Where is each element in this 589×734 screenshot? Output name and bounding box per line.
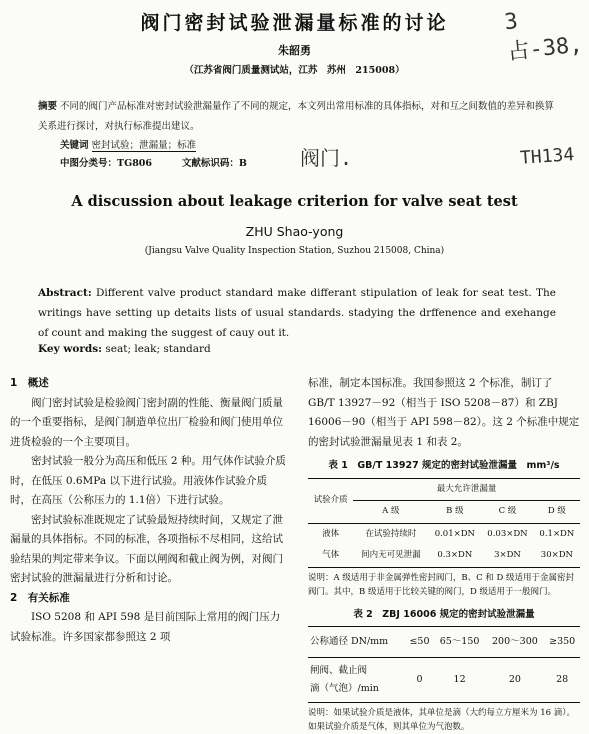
doc-code-value: B [238, 158, 247, 169]
keywords-label-cn: 关键词 [60, 140, 89, 151]
keyword-item: 密封试验； [91, 140, 140, 151]
table-cell: 在试验持续时 [353, 523, 428, 545]
table-cell: 0.03×DN [481, 523, 534, 545]
keywords-cn [60, 137, 196, 151]
table-cell: 0.01×DN [429, 523, 482, 545]
paper-title-cn: 阀门密封试验泄漏量标准的讨论 [140, 12, 449, 34]
table-row [308, 627, 580, 658]
table-cell: 液体 [308, 523, 353, 545]
affiliation-en: (Jiangsu Valve Quality Inspection Station, Suzhou 215008, China) [144, 246, 445, 256]
table1-note: 说明：A 级适用于非金属弹性密封阀门，B、C 和 D 级适用于金属密封阀门。其中，B 级适用于比较关键的阀门，D 级适用于一般阀门。 [308, 572, 575, 597]
table-row [308, 657, 580, 702]
table-row [308, 523, 580, 545]
clc-value: TG806 [117, 158, 153, 169]
paragraph: 密封试验标准既规定了试验最短持续时间，又规定了泄漏量的具体指标。不同的标准，各项指标不尽相同，这给试验结果的判定带来争议。下面以闸阀和截止阀为例，对阀门密封试验的泄漏量进行分析和讨论。 [10, 513, 283, 584]
paragraph: ISO 5208 和 API 598 是目前国际上常用的阀门压力试验标准。许多国家都参照这 2 项 [10, 611, 281, 643]
abstract-text-en: Different valve product standard make differant stipulation of leak for seat test. The writings have setting up detaits lists of usual standards. stadying the drffenence and exehange of count and making the suggest of cauy out it. [38, 287, 556, 339]
table-cell: 0.1×DN [534, 523, 580, 545]
abstract-label-cn: 摘要 [38, 101, 58, 112]
paragraph: 密封试验一般分为高压和低压 2 种。用气体作试验介质时，在低压 0.6MPa 以下进行试验。用液体作试验介质时，在高压（公称压力的 1.1倍）下进行试验。 [10, 455, 286, 506]
table2-note: 说明：如果试验介质是液体，其单位是滴（大约每立方厘米为 16 滴）。如果试验介质是气体，则其单位为气泡数。 [308, 707, 575, 732]
table-cell: 200～300 [485, 627, 544, 658]
table1-caption: 表 1 GB/T 13927 规定的密封试验泄漏量 mm³/s [328, 460, 560, 471]
keywords-label-en: Key words: [38, 343, 103, 355]
table2-caption: 表 2 ZBJ 16006 规定的密封试验泄漏量 [353, 608, 535, 620]
table-row [308, 545, 580, 567]
author-name-en: ZHU Shao-yong [245, 224, 344, 239]
table-cell: 12 [453, 673, 466, 685]
table-cell: 0 [416, 673, 423, 685]
doc-code-label: 文献标识码： [181, 158, 239, 169]
abstract-label-en: Abstract: [38, 287, 92, 299]
table1-grade: A 级 [382, 506, 400, 516]
keyword-item: 泄漏量； [139, 140, 178, 151]
author-name-cn: 朱韶勇 [278, 44, 311, 57]
table-cell: ≥350 [544, 627, 580, 658]
handwritten-note-top: 3占-38, [503, 9, 584, 66]
table-cell: ≤50 [405, 627, 433, 658]
table1-header-group: 最大允许泄漏量 [353, 478, 580, 501]
paragraph: 阀门密封试验是检验阀门密封副的性能、衡量阀门质量的一个重要指标，是阀门制造单位出厂检验和阀门使用单位进货检验的一个主要项目。 [10, 396, 283, 448]
clc-label: 中图分类号： [60, 158, 118, 169]
table-cell: 65～150 [434, 627, 486, 658]
table1 [308, 478, 580, 568]
section-heading-2: 2 有关标准 [10, 591, 70, 604]
table-cell: 3×DN [494, 550, 521, 560]
abstract-text-cn: 不同的阀门产品标准对密封试验泄漏量作了不同的规定，本文列出常用标准的具体指标，对和互之间数值的差异和换算关系进行探讨，对执行标准提出建议。 [38, 101, 555, 132]
keywords-text-en: seat; leak; standard [105, 343, 211, 355]
abstract-cn [38, 97, 558, 137]
affiliation-cn: （江苏省阀门质量测试站，江苏 苏州 215008） [184, 65, 405, 76]
paper-title-en: A discussion about leakage criterion for valve seat test [71, 193, 518, 210]
table-cell: 20 [508, 673, 521, 685]
paragraph: 标准，制定本国标准。我国参照这 2 个标准，制订了 GB/T 13927－92（相当于 ISO 5208－87）和 ZBJ 16006－90（相当于 API 598－82）。这 2 个标准中规定的密封试验泄漏量见表 1 和表 2。 [308, 377, 580, 448]
table2-row-label-line1: 闸阀、截止阀 [310, 664, 368, 676]
table2-row-label [308, 657, 405, 702]
handwritten-note-right: TH134 [519, 144, 575, 169]
table-cell: 28 [556, 673, 569, 685]
table-cell: 间内无可见泄漏 [361, 550, 421, 560]
table2-header-label: 公称通径 DN/mm [308, 627, 405, 658]
handwritten-note-mid: 阀门. [300, 146, 353, 170]
keywords-en [38, 343, 211, 355]
classification-cn [60, 155, 247, 169]
table-cell: 0.3×DN [437, 550, 473, 560]
table1-grade: D 级 [547, 506, 566, 516]
table2-row-label-line2: 滴（气泡）/min [310, 682, 379, 694]
body-column-right [308, 374, 580, 734]
section-heading-1: 1 概述 [10, 377, 49, 389]
abstract-en [38, 283, 556, 343]
table-cell: 30×DN [540, 550, 573, 560]
table2 [308, 626, 580, 703]
table1-grade: B 级 [446, 506, 464, 516]
table-cell: 气体 [322, 550, 340, 560]
table1-header-medium: 试验介质 [313, 494, 348, 505]
keyword-item: 标准 [177, 140, 197, 151]
table1-grade: C 级 [498, 506, 517, 516]
body-column-left [10, 374, 286, 647]
